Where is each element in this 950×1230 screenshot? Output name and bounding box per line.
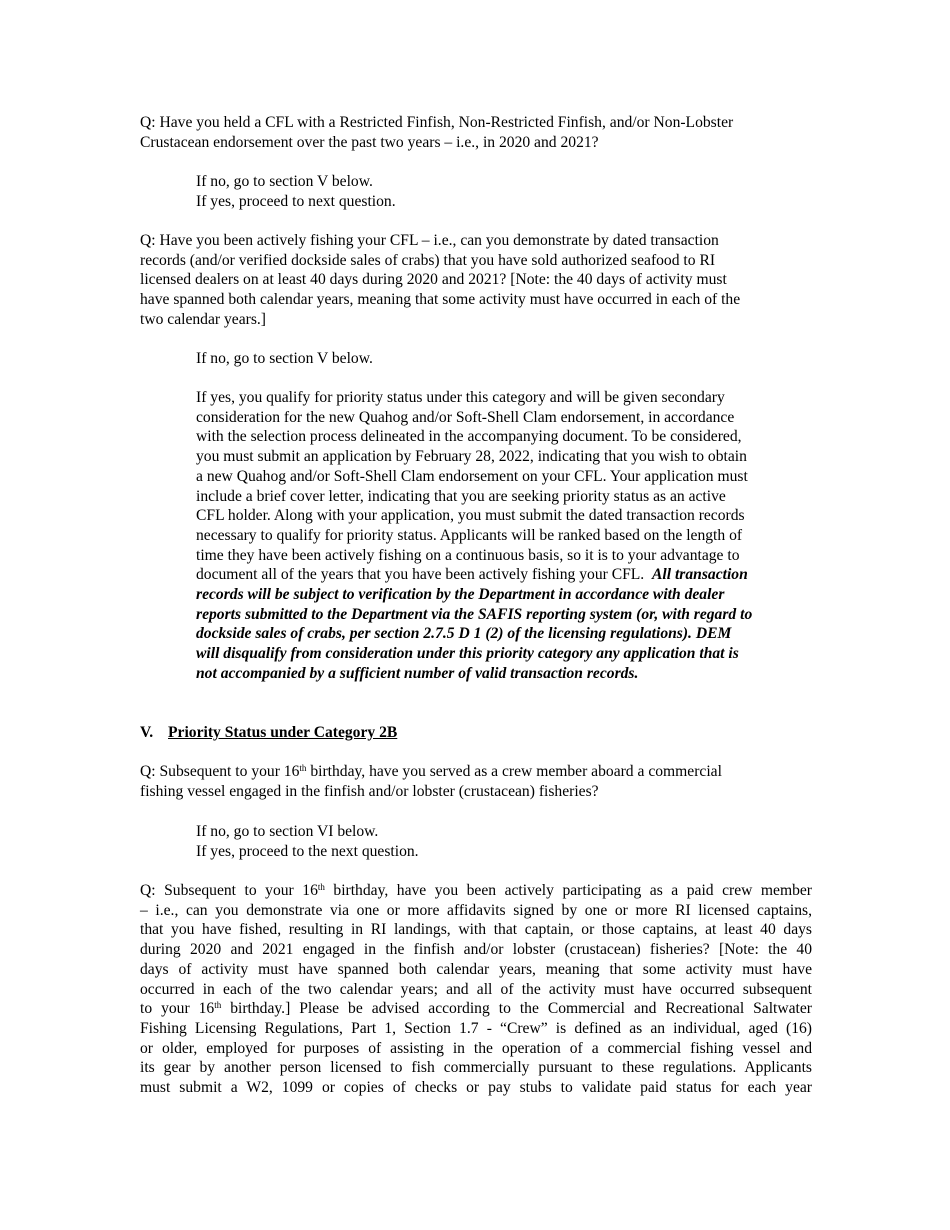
answer-yes: If yes, proceed to next question.	[196, 192, 396, 210]
question-line: days of activity must have spanned both calendar years, meaning that some activity must have	[140, 960, 812, 978]
emphasis-line: will disqualify from consideration under this priority category any application that is	[196, 645, 739, 663]
question-cfl-endorsement	[140, 113, 812, 152]
text: birthday, have you served as a crew member aboard a commercial	[306, 763, 722, 780]
question-line	[140, 881, 812, 901]
question-line: – i.e., can you demonstrate via one or more affidavits signed by one or more RI licensed captains,	[140, 901, 812, 919]
emphasis-line: reports submitted to the Department via the SAFIS reporting system (or, with regard to	[196, 605, 753, 623]
question-line: during 2020 and 2021 engaged in the finfish and/or lobster (crustacean) fisheries? [Note: the 40	[140, 941, 812, 959]
superscript: th	[317, 882, 325, 892]
answer-no: If no, go to section V below.	[196, 173, 373, 190]
paragraph-line: with the selection process delineated in the accompanying document. To be considered,	[196, 428, 742, 446]
question-crew-member	[140, 762, 812, 801]
answer-yes: If yes, proceed to the next question.	[196, 842, 419, 860]
text: birthday.] Please be advised according to the Commercial and Recreational Saltwater	[221, 1000, 812, 1018]
text: to your 16	[140, 1000, 215, 1018]
question-line: two calendar years.]	[140, 310, 266, 328]
superscript: th	[214, 1000, 222, 1011]
question-line: Fishing Licensing Regulations, Part 1, Section 1.7 - “Crew” is defined as an individual, aged (16)	[140, 1019, 812, 1037]
text: Q: Subsequent to your 16	[140, 882, 318, 899]
emphasis-text: All transaction	[652, 566, 748, 584]
question-line: have spanned both calendar years, meaning that some activity must have occurred in each of the	[140, 291, 741, 309]
question-line: fishing vessel engaged in the finfish and/or lobster (crustacean) fisheries?	[140, 782, 599, 800]
answer-yes-q2-paragraph	[196, 388, 812, 684]
question-line: Q: Have you held a CFL with a Restricted Finfish, Non-Restricted Finfish, and/or Non-Lobster	[140, 114, 734, 131]
question-line	[140, 999, 812, 1019]
paragraph-line: time they have been actively fishing on a continuous basis, so it is to your advantage to	[196, 546, 740, 564]
question-actively-fishing	[140, 231, 812, 330]
paragraph-line: you must submit an application by February 28, 2022, indicating that you wish to obtain	[196, 448, 747, 466]
question-paid-crew	[140, 881, 812, 1098]
section-title: Priority Status under Category 2B	[168, 724, 398, 741]
paragraph-line: consideration for the new Quahog and/or Soft-Shell Clam endorsement, in accordance	[196, 408, 735, 426]
paragraph-line: a new Quahog and/or Soft-Shell Clam endorsement on your CFL. Your application must	[196, 467, 748, 485]
question-line: licensed dealers on at least 40 days during 2020 and 2021? [Note: the 40 days of activity must	[140, 271, 727, 289]
emphasis-line: records will be subject to verification by the Department in accordance with dealer	[196, 586, 725, 604]
answer-no-q2	[196, 349, 812, 369]
answer-options-q1	[196, 172, 812, 211]
answer-no: If no, go to section VI below.	[196, 823, 379, 840]
paragraph-line-mixed	[196, 565, 812, 585]
answer-no: If no, go to section V below.	[196, 350, 373, 367]
emphasis-line: dockside sales of crabs, per section 2.7.5 D 1 (2) of the licensing regulations). DEM	[196, 625, 732, 643]
section-heading	[140, 723, 397, 743]
paragraph-line: If yes, you qualify for priority status under this category and will be given secondary	[196, 389, 725, 406]
paragraph-line: CFL holder. Along with your application, you must submit the dated transaction records	[196, 507, 745, 525]
text: Q: Subsequent to your 16	[140, 763, 300, 780]
paragraph-text: document all of the years that you have been actively fishing your CFL.	[196, 566, 652, 584]
question-line: records (and/or verified dockside sales of crabs) that you have sold authorized seafood to RI	[140, 251, 716, 269]
superscript: th	[299, 763, 307, 773]
question-line: or older, employed for purposes of assisting in the operation of a commercial fishing vessel and	[140, 1039, 812, 1057]
question-line: its gear by another person licensed to fish commercially pursuant to these regulations. Applicants	[140, 1059, 812, 1077]
text: birthday, have you been actively participating as a paid crew member	[324, 882, 812, 899]
question-line: that you have fished, resulting in RI landings, with that captain, or those captains, at least 40 days	[140, 921, 812, 939]
question-line: Crustacean endorsement over the past two years – i.e., in 2020 and 2021?	[140, 133, 599, 151]
question-line: occurred in each of the two calendar years; and all of the activity must have occurred subsequent	[140, 980, 812, 998]
question-line: must submit a W2, 1099 or copies of checks or pay stubs to validate paid status for each year	[140, 1079, 812, 1097]
question-line: Q: Have you been actively fishing your CFL – i.e., can you demonstrate by dated transaction	[140, 232, 719, 249]
answer-options-q3	[196, 822, 812, 861]
question-line	[140, 762, 812, 782]
emphasis-line: not accompanied by a sufficient number of valid transaction records.	[196, 664, 639, 682]
paragraph-line: necessary to qualify for priority status. Applicants will be ranked based on the length of	[196, 526, 743, 544]
paragraph-line: include a brief cover letter, indicating that you are seeking priority status as an active	[196, 487, 726, 505]
section-number: V.	[140, 724, 154, 741]
